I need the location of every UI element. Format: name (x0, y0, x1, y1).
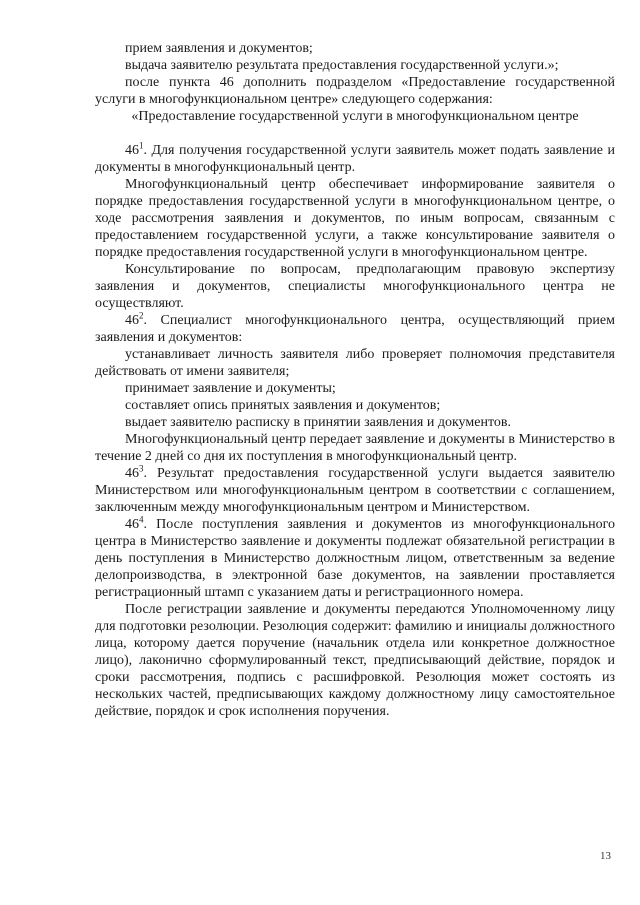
clause-superscript: 1 (139, 140, 144, 151)
paragraph-list-item: выдача заявителю результата предоставления государственной услуги.»; (125, 58, 559, 73)
clause-text: . Специалист многофункционального центра, осуществляющий прием заявления и документов: (95, 313, 615, 345)
clause-46-2 (95, 312, 615, 346)
paragraph: Консультирование по вопросам, предполагающим правовую экспертизу заявления и документов, специалисты многофункционального центра не осуществляют. (95, 262, 615, 311)
paragraph-list-item: прием заявления и документов; (125, 41, 313, 56)
clause-46-4 (95, 516, 615, 601)
paragraph-list-item: выдает заявителю расписку в принятии заявления и документов. (125, 415, 511, 430)
paragraph: Многофункциональный центр обеспечивает информирование заявителя о порядке предоставления государственной услуги в многофункциональном центре, о ходе рассмотрения заявления и документов, по иным вопросам, связанным с предоставлением государственной услуги, а также консультирование заявителя о порядке предоставления государственной услуги в многофункциональном центре. (95, 177, 615, 260)
paragraph-list-item: устанавливает личность заявителя либо проверяет полномочия представителя действовать от имени заявителя; (95, 347, 615, 379)
clause-superscript: 2 (139, 310, 144, 321)
subsection-heading: «Предоставление государственной услуги в многофункциональном центре (131, 109, 579, 124)
clause-text: . Для получения государственной услуги заявитель может подать заявление и документы в многофункциональный центр. (95, 143, 615, 175)
clause-text: . Результат предоставления государственной услуги выдается заявителю Министерством или многофункциональным центром в соответствии с соглашением, заключенным между многофункциональным центром и Министерством. (95, 466, 615, 515)
clause-number: 46 (125, 466, 139, 481)
clause-number: 46 (125, 313, 139, 328)
clause-superscript: 3 (139, 463, 144, 474)
paragraph-list-item: составляет опись принятых заявления и документов; (125, 398, 441, 413)
document-body (95, 40, 615, 720)
page-number: 13 (600, 850, 611, 862)
clause-46-1 (95, 142, 615, 176)
clause-text: . После поступления заявления и документов из многофункционального центра в Министерство заявление и документы подлежат обязательной регистрации в день поступления в Министерство должностным лицом, ответственным за ведение делопроизводства, в электронной базе документов, на заявлении проставляется регистрационный штамп с указанием даты и регистрационного номера. (95, 517, 615, 600)
paragraph: После регистрации заявление и документы передаются Уполномоченному лицу для подготовки резолюции. Резолюция содержит: фамилию и инициалы должностного лица, которому дается поручение (начальник отдела или конкретное должностное лицо), лаконично сформулированный текст, предписывающий действие, порядок и сроки рассмотрения, подпись с расшифровкой. Резолюция может состоять из нескольких частей, предписывающих каждому должностному лицу самостоятельное действие, порядок и срок исполнения поручения. (95, 602, 615, 719)
paragraph: Многофункциональный центр передает заявление и документы в Министерство в течение 2 дней со дня их поступления в многофункциональный центр. (95, 432, 615, 464)
clause-superscript: 4 (139, 514, 144, 525)
clause-number: 46 (125, 517, 139, 532)
paragraph-amendment-instruction: после пункта 46 дополнить подразделом «Предоставление государственной услуги в многофункциональном центре» следующего содержания: (95, 75, 615, 107)
paragraph-list-item: принимает заявление и документы; (125, 381, 336, 396)
clause-46-3 (95, 465, 615, 516)
clause-number: 46 (125, 143, 139, 158)
